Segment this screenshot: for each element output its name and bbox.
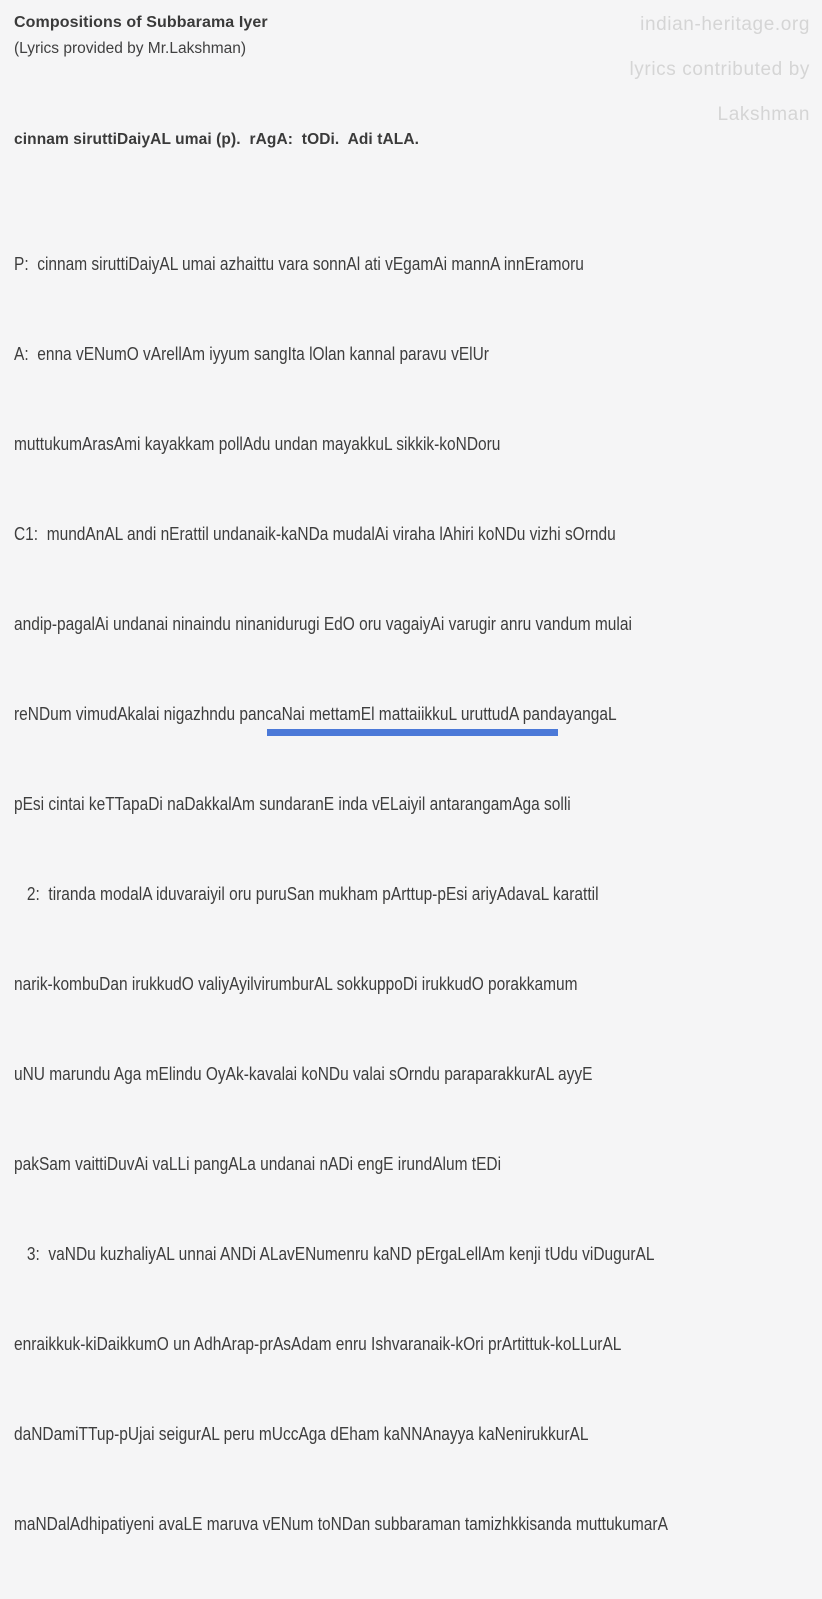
lyric-line: pEsi cintai keTTapaDi naDakkalAm sundaranE inda vELaiyil antarangamAga solli xyxy=(14,794,571,814)
watermark-line-site: indian-heritage.org xyxy=(640,14,810,35)
lyric-line: narik-kombuDan irukkudO valiyAyilvirumburAL sokkuppoDi irukkudO porakkamum xyxy=(14,974,578,994)
lyric-line: uNU marundu Aga mElindu OyAk-kavalai koNDu valai sOrndu paraparakkurAL ayyE xyxy=(14,1064,593,1084)
lyric-line: enraikkuk-kiDaikkumO un AdhArap-prAsAdam enru Ishvaranaik-kOri prArtittuk-koLLurAL xyxy=(14,1334,622,1354)
lyric-line: reNDum vimudAkalai nigazhndu pancaNai mettamEl mattaiikkuL uruttudA pandayangaL xyxy=(14,704,617,724)
lyric-line-caranam-3: 3: vaNDu kuzhaliyAL unnai ANDi ALavENumenru kaND pErgaLellAm kenji tUdu viDugurAL xyxy=(14,1244,655,1264)
lyric-line-anupallavi: A: enna vENumO vArellAm iyyum sangIta lOlan kannal paravu vElUr xyxy=(14,344,489,364)
lyrics-block xyxy=(14,189,788,1599)
lyric-line-pallavi: P: cinnam siruttiDaiyAL umai azhaittu vara sonnAl ati vEgamAi mannA innEramoru xyxy=(14,254,584,274)
page-subtitle: (Lyrics provided by Mr.Lakshman) xyxy=(14,40,247,57)
lyric-line: andip-pagalAi undanai ninaindu ninanidurugi EdO oru vagaiyAi varugir anru vandum mulai xyxy=(14,614,632,634)
lyric-line: maNDalAdhipatiyeni avaLE maruva vENum toNDan subbaraman tamizhkkisanda muttukumarA xyxy=(14,1514,668,1534)
lyric-line-caranam-1: C1: mundAnAL andi nErattil undanaik-kaNDa mudalAi viraha lAhiri koNDu vizhi sOrndu xyxy=(14,524,616,544)
watermark-line-contributor: Lakshman xyxy=(717,104,810,125)
page-header xyxy=(14,10,268,62)
lyric-line: pakSam vaittiDuvAi vaLLi pangALa undanai nADi engE irundAlum tEDi xyxy=(14,1154,502,1174)
watermark-line-credit: lyrics contributed by xyxy=(629,59,810,80)
bottom-accent-bar xyxy=(267,729,558,736)
watermark xyxy=(629,2,810,137)
lyric-line: daNDamiTTup-pUjai seigurAL peru mUccAga dEham kaNNAnayya kaNenirukkurAL xyxy=(14,1424,589,1444)
lyric-line: muttukumArasAmi kayakkam pollAdu undan mayakkuL sikkik-koNDoru xyxy=(14,434,501,454)
page-title: Compositions of Subbarama Iyer xyxy=(14,14,268,31)
lyric-line-caranam-2: 2: tiranda modalA iduvaraiyil oru puruSan mukham pArttup-pEsi ariyAdavaL karattil xyxy=(14,884,599,904)
song-heading: cinnam siruttiDaiyAL umai (p). rAgA: tODi. Adi tALA. xyxy=(14,131,420,148)
